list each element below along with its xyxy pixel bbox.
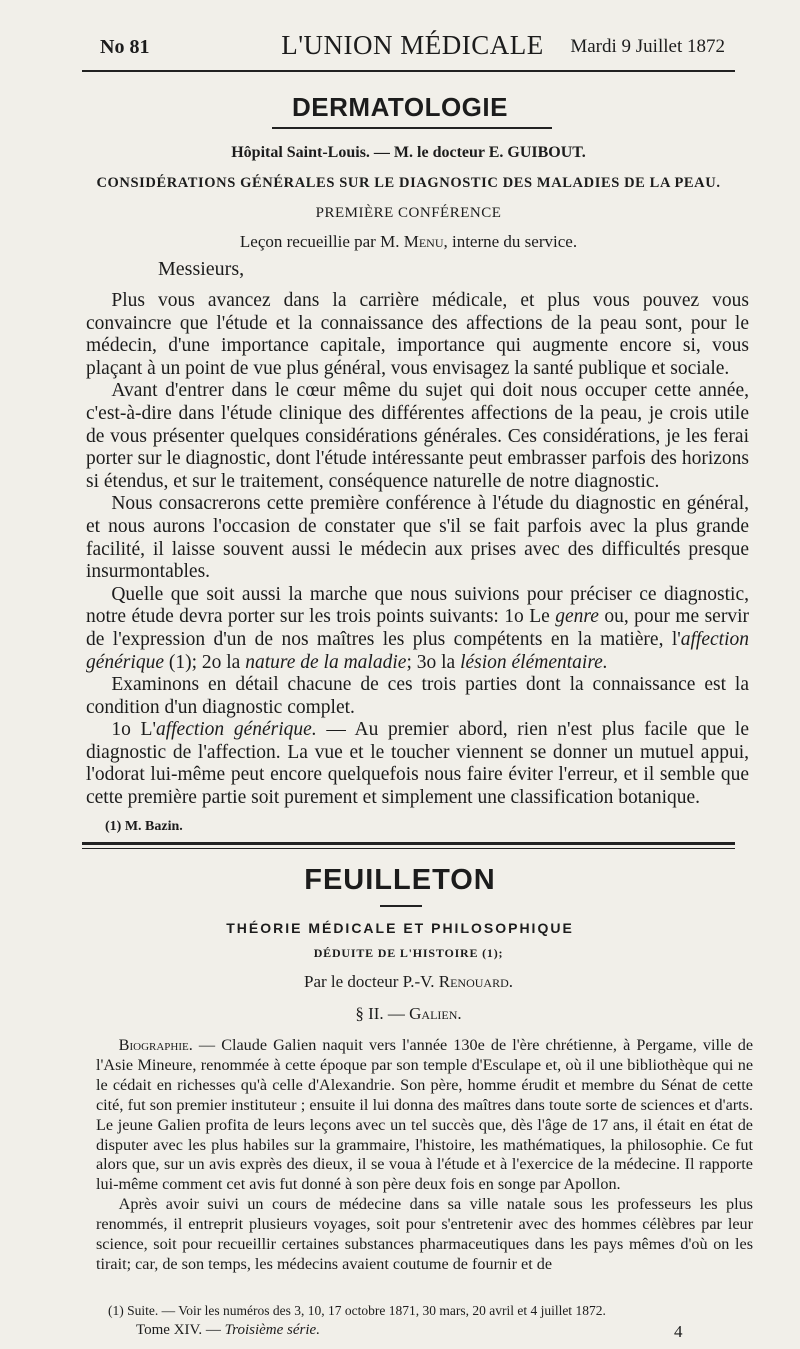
lecture-credit-name: Menu: [403, 232, 444, 251]
feuilleton-title: THÉORIE MÉDICALE ET PHILOSOPHIQUE: [226, 920, 574, 936]
hospital-line: [82, 144, 735, 162]
salutation: Messieurs,: [158, 258, 245, 280]
article-paragraph: Avant d'entrer dans le cœur même du sujet qui doit nous occuper cette année, c'est-à-dire dans l'étude clinique des différentes affections de la peau, je crois utile de vous présenter quelques considérations générales. Ces considérations, je les ferai porter sur le diagnostic, dont l'étude intéressante peut embrasser parfois des horizons si étendus, et sur le traitement, conséquence naturelle de notre diagnostic.: [86, 380, 749, 492]
feuilleton-body: [96, 1036, 753, 1275]
lecture-credit-prefix: Leçon recueillie par M.: [239, 232, 404, 251]
hospital-separator: —: [369, 144, 394, 161]
article-paragraph: Plus vous avancez dans la carrière médicale, et plus vous pouvez vous convaincre que l'étude et la connaissance des affections de la peau sont, pour le médecin, d'une importance capitale, importance qui augmente encore si, vous plaçant à un point de vue plus général, vous envisagez la santé publique et sociale.: [86, 290, 749, 379]
article-paragraph: Nous consacrerons cette première conférence à l'étude du diagnostic en général, et nous aurons l'occasion de constater que s'il se fait parfois avec la plus grande facilité, il laisse souvent aussi le médecin aux prises avec des difficultés presque insurmontables.: [86, 493, 749, 583]
lecture-credit-suffix: , interne du service.: [443, 232, 578, 251]
feuilleton-footnote: (1) Suite. — Voir les numéros des 3, 10, 17 octobre 1871, 30 mars, 20 avril et 4 juillet 1872.: [108, 1303, 606, 1318]
article-paragraph: Examinons en détail chacune de ces trois parties dont la connaissance est la condition d'un diagnostic complet.: [86, 674, 749, 718]
masthead: [100, 30, 725, 66]
article-paragraph: Quelle que soit aussi la marche que nous suivions pour préciser ce diagnostic, notre étude devra porter sur les trois points suivants: 1o Le genre ou, pour me servir de l'expression d'un de nos maîtres les plus compétents en la matière, l'affection générique (1); 2o la nature de la maladie; 3o la lésion élémentaire.: [86, 583, 749, 673]
feuilleton-rule-bottom: [82, 848, 735, 849]
section-title-rule: [272, 127, 552, 129]
section-title-feuilleton: FEUILLETON: [304, 864, 496, 896]
issue-number: No 81: [100, 36, 150, 58]
feuilleton-paragraph: Biographie. — Claude Galien naquit vers l'année 130e de l'ère chrétienne, à Pergame, ville de l'Asie Mineure, renommée à cette époque par son temple d'Esculape et, où il une bibliothèque qui ne le cédait en richesses qu'à celle d'Alexandrie. Son père, homme érudit et membre du Sénat de cette cité, fut son premier instituteur ; ensuite il lui donna des maîtres dans toute sorte de sciences et d'arts. Le jeune Galien profita de leurs leçons avec un tel succès que, dès l'âge de 17 ans, il était en état de disputer avec les plus habiles sur la grammaire, l'histoire, les mathématiques, la philosophie. Ce fut alors que, sur un avis exprès des dieux, il se voua à l'étude et à l'exercice de la médecine. Il rapporte lui-même comment cet avis fut donné à son père deux fois en songe par Apollon.: [96, 1036, 753, 1194]
masthead-rule: [82, 70, 735, 72]
feuilleton-author: Par le docteur P.-V. Renouard.: [304, 972, 513, 991]
lecture-credit: [82, 232, 735, 252]
conference-label: PREMIÈRE CONFÉRENCE: [315, 205, 502, 221]
volume-line: Tome XIV. — Troisième série.: [136, 1322, 320, 1338]
feuilleton-chapter: § II. — Galien.: [355, 1004, 462, 1023]
article-body: [86, 290, 749, 810]
journal-title: L'UNION MÉDICALE: [281, 30, 544, 60]
feuilleton-title-rule: [380, 905, 422, 907]
author-name: M. le docteur E. GUIBOUT.: [393, 144, 586, 161]
feuilleton-rule-top: [82, 842, 735, 845]
hospital-name: Hôpital Saint-Louis.: [231, 144, 370, 161]
page-number: 4: [674, 1322, 683, 1341]
issue-date: Mardi 9 Juillet 1872: [570, 36, 725, 57]
feuilleton-subtitle: DÉDUITE DE L'HISTOIRE (1);: [313, 946, 504, 960]
article-paragraph: 1o L'affection générique. — Au premier abord, rien n'est plus facile que le diagnostic de l'affection. La vue et le toucher viennent se donner un mutuel appui, l'odorat lui-même peut encore quelquefois nous faire éviter l'erreur, et il semble que cette première partie soit purement et simplement une classification botanique.: [86, 719, 749, 809]
article-title: CONSIDÉRATIONS GÉNÉRALES SUR LE DIAGNOSTIC DES MALADIES DE LA PEAU.: [96, 175, 721, 191]
feuilleton-paragraph: Après avoir suivi un cours de médecine dans sa ville natale sous les professeurs les plus renommés, il entreprit plusieurs voyages, soit pour s'entretenir avec des hommes célèbres par leur science, soit pour recueillir certaines substances pharmaceutiques dans les pays mêmes d'où on les tirait; car, de son temps, les médecins avaient coutume de fournir et de: [96, 1195, 753, 1273]
section-title-dermatologie: DERMATOLOGIE: [292, 92, 508, 122]
article-footnote: (1) M. Bazin.: [105, 819, 183, 834]
